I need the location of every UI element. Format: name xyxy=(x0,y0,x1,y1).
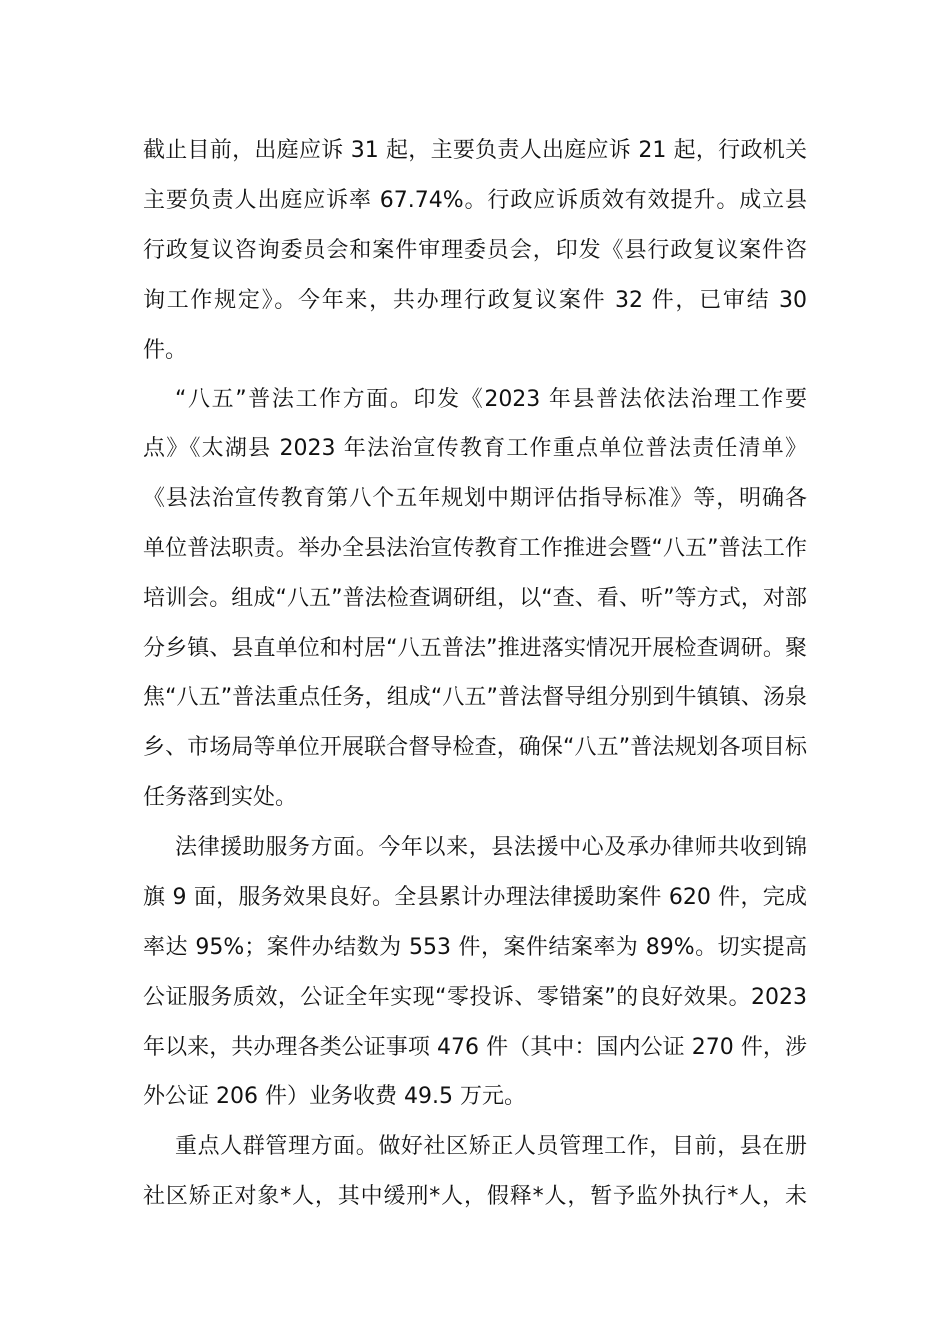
text-line: 年以来，共办理各类公证事项 476 件（其中：国内公证 270 件，涉 xyxy=(143,1035,807,1060)
text-line: 主要负责人出庭应诉率 67.74%。行政应诉质效有效提升。成立县 xyxy=(143,188,807,213)
text-line: 《县法治宣传教育第八个五年规划中期评估指导标准》等，明确各 xyxy=(143,486,807,511)
text-line: 社区矫正对象*人，其中缓刑*人，假释*人，暂予监外执行*人，未 xyxy=(143,1184,807,1209)
text-line: 公证服务质效，公证全年实现“零投诉、零错案”的良好效果。2023 xyxy=(143,985,807,1010)
text-line: 点》《太湖县 2023 年法治宣传教育工作重点单位普法责任清单》 xyxy=(143,436,807,461)
text-line: 任务落到实处。 xyxy=(143,785,298,810)
text-line: 培训会。组成“八五”普法检查调研组，以“查、看、听”等方式，对部 xyxy=(143,586,807,611)
text-line: 截止目前，出庭应诉 31 起，主要负责人出庭应诉 21 起，行政机关 xyxy=(143,138,807,163)
text-line: 率达 95%；案件办结数为 553 件，案件结案率为 89%。切实提高 xyxy=(143,935,807,960)
text-line: 焦“八五”普法重点任务，组成“八五”普法督导组分别到牛镇镇、汤泉 xyxy=(143,685,807,710)
text-line: 乡、市场局等单位开展联合督导检查，确保“八五”普法规划各项目标 xyxy=(143,735,807,760)
text-line: 件。 xyxy=(143,338,188,363)
text-line: 分乡镇、县直单位和村居“八五普法”推进落实情况开展检查调研。聚 xyxy=(143,636,807,661)
text-line: 旗 9 面，服务效果良好。全县累计办理法律援助案件 620 件，完成 xyxy=(143,885,807,910)
text-line: 单位普法职责。举办全县法治宣传教育工作推进会暨“八五”普法工作 xyxy=(143,536,807,561)
text-line: 行政复议咨询委员会和案件审理委员会，印发《县行政复议案件咨 xyxy=(143,238,807,263)
paragraph-start-line: “八五”普法工作方面。印发《2023 年县普法依法治理工作要 xyxy=(175,387,807,412)
paragraph-start-line: 法律援助服务方面。今年以来，县法援中心及承办律师共收到锦 xyxy=(175,835,807,860)
text-line: 外公证 206 件）业务收费 49.5 万元。 xyxy=(143,1084,526,1109)
text-line: 询工作规定》。今年来，共办理行政复议案件 32 件，已审结 30 xyxy=(143,288,807,313)
paragraph-start-line: 重点人群管理方面。做好社区矫正人员管理工作，目前，县在册 xyxy=(175,1134,807,1159)
